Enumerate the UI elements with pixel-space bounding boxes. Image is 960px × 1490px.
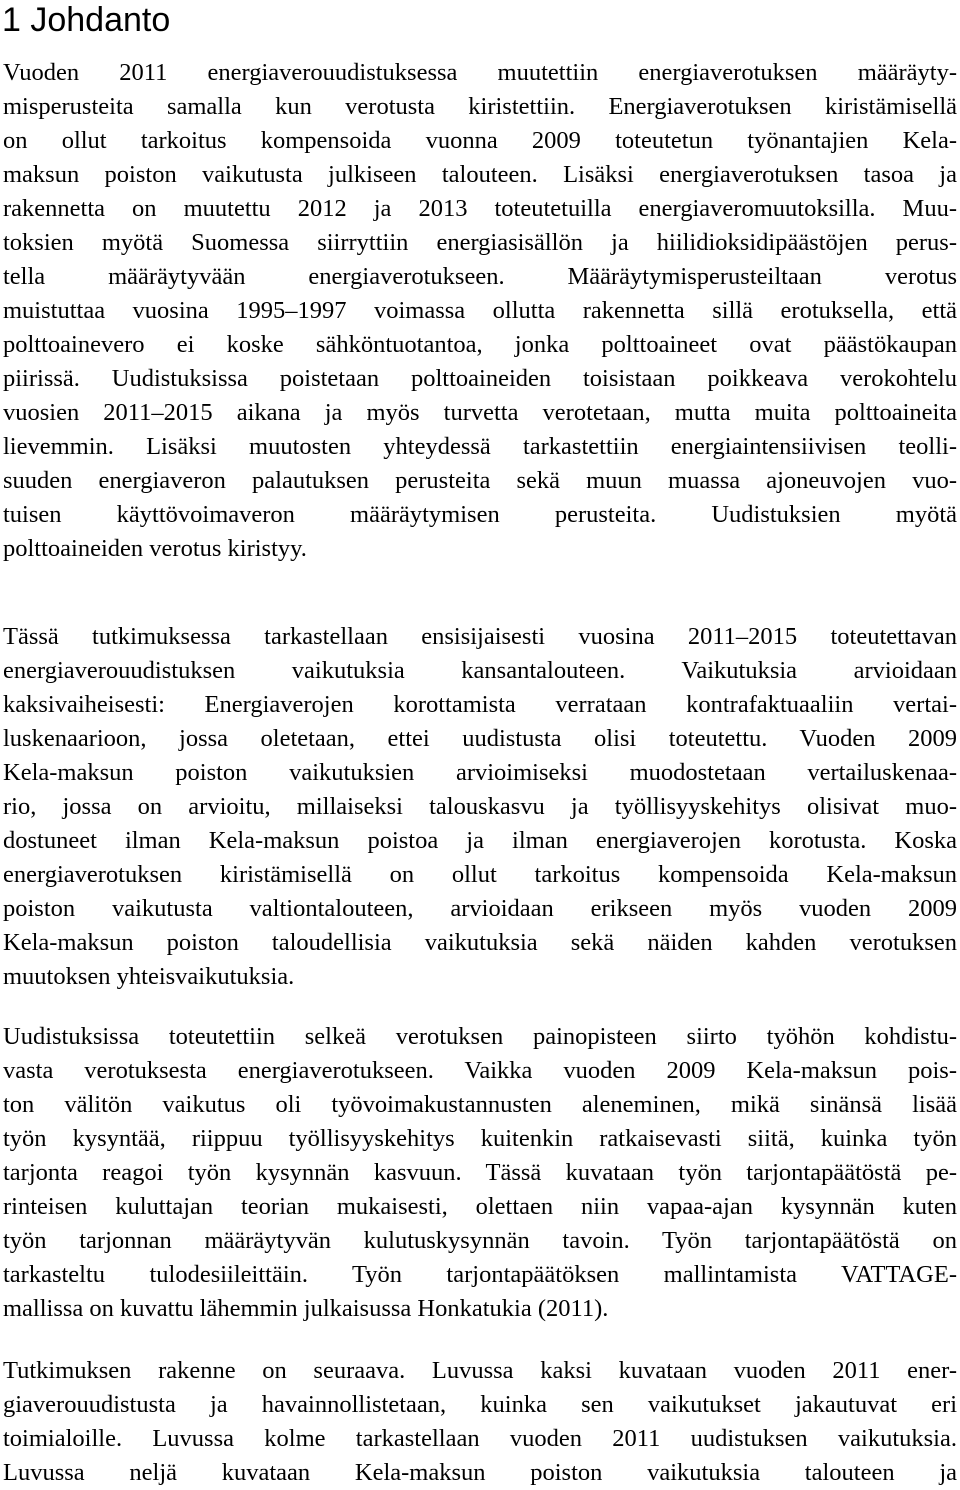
text-line: piirissä. Uudistuksissa poistetaan polttoaineiden toisistaan poikkeava verokohtelu bbox=[3, 365, 957, 392]
text-line: Tässä tutkimuksessa tarkastellaan ensisijaisesti vuosina 2011–2015 toteutettavan bbox=[3, 623, 957, 650]
section-heading: 1 Johdanto bbox=[2, 1, 171, 39]
text-line: lievemmin. Lisäksi muutosten yhteydessä tarkastettiin energiaintensiivisen teolli- bbox=[3, 433, 957, 460]
text-line: tella määräytyvään energiaverotukseen. Määräytymisperusteiltaan verotus bbox=[3, 263, 957, 290]
text-line: energiaverouudistuksen vaikutuksia kansantalouteen. Vaikutuksia arvioidaan bbox=[3, 657, 957, 684]
text-line: vuosien 2011–2015 aikana ja myös turvetta verotetaan, mutta muita polttoaineita bbox=[3, 399, 957, 426]
paragraph-study-scope bbox=[3, 620, 957, 994]
text-line: polttoainevero ei koske sähköntuotantoa, jonka polttoaineet ovat päästökaupan bbox=[3, 331, 957, 358]
text-line: rinteisen kuluttajan teorian mukaisesti, olettaen niin vapaa-ajan kysynnän kuten bbox=[3, 1193, 957, 1220]
text-line: Tutkimuksen rakenne on seuraava. Luvussa kaksi kuvataan vuoden 2011 ener- bbox=[3, 1357, 957, 1384]
text-line: energiaverotuksen kiristämisellä on ollut tarkoitus kompensoida Kela-maksun bbox=[3, 861, 957, 888]
text-line: kaksivaiheisesti: Energiaverojen korottamista verrataan kontrafaktuaaliin vertai- bbox=[3, 691, 957, 718]
text-line: polttoaineiden verotus kiristyy. bbox=[3, 535, 307, 562]
paragraph-labour-supply bbox=[3, 1020, 957, 1326]
text-line: Kela-maksun poiston taloudellisia vaikutuksia sekä näiden kahden verotuksen bbox=[3, 929, 957, 956]
text-line: maksun poiston vaikutusta julkiseen talouteen. Lisäksi energiaverotuksen tasoa ja bbox=[3, 161, 957, 188]
text-line: giaverouudistusta ja havainnollistetaan, kuinka sen vaikutukset jakautuvat eri bbox=[3, 1391, 957, 1418]
text-line: dostuneet ilman Kela-maksun poistoa ja ilman energiaverojen korotusta. Koska bbox=[3, 827, 957, 854]
text-line: Vuoden 2011 energiaverouudistuksessa muutettiin energiaverotuksen määräyty- bbox=[3, 59, 957, 86]
text-line: työn kysyntää, riippuu työllisyyskehitys kuitenkin ratkaisevasti siitä, kuinka työn bbox=[3, 1125, 957, 1152]
text-line: Uudistuksissa toteutettiin selkeä verotuksen painopisteen siirto työhön kohdistu- bbox=[3, 1023, 957, 1050]
text-line: toksien myötä Suomessa siirryttiin energiasisällön ja hiilidioksidipäästöjen perus- bbox=[3, 229, 957, 256]
text-line: rakennetta on muutettu 2012 ja 2013 toteutetuilla energiaveromuutoksilla. Muu- bbox=[3, 195, 957, 222]
text-line: ton välitön vaikutus oli työvoimakustannusten aleneminen, mikä sinänsä lisää bbox=[3, 1091, 957, 1118]
text-line: suuden energiaveron palautuksen perusteita sekä muun muassa ajoneuvojen vuo- bbox=[3, 467, 957, 494]
text-line: työn tarjonnan määräytyvän kulutuskysynnän tavoin. Työn tarjontapäätöstä on bbox=[3, 1227, 957, 1254]
text-line: misperusteita samalla kun verotusta kiristettiin. Energiaverotuksen kiristämisellä bbox=[3, 93, 957, 120]
text-line: luskenaarioon, jossa oletetaan, ettei uudistusta olisi toteutettu. Vuoden 2009 bbox=[3, 725, 957, 752]
text-line: tarjonta reagoi työn kysynnän kasvuun. Tässä kuvataan työn tarjontapäätöstä pe- bbox=[3, 1159, 957, 1186]
text-line: muistuttaa vuosina 1995–1997 voimassa ollutta rakennetta sillä erotuksella, että bbox=[3, 297, 957, 324]
text-line: tuisen käyttövoimaveron määräytymisen perusteita. Uudistuksien myötä bbox=[3, 501, 957, 528]
text-line: tarkasteltu tulodesiileittäin. Työn tarjontapäätöksen mallintamista VATTAGE- bbox=[3, 1261, 957, 1288]
text-line: muutoksen yhteisvaikutuksia. bbox=[3, 963, 295, 990]
text-line: rio, jossa on arvioitu, millaiseksi talouskasvu ja työllisyyskehitys olisivat muo- bbox=[3, 793, 957, 820]
paragraph-intro bbox=[3, 56, 957, 566]
text-line: on ollut tarkoitus kompensoida vuonna 2009 toteutetun työnantajien Kela- bbox=[3, 127, 957, 154]
text-line: Luvussa neljä kuvataan Kela-maksun poiston vaikutuksia talouteen ja bbox=[3, 1459, 957, 1486]
text-line: poiston vaikutusta valtiontalouteen, arvioidaan erikseen myös vuoden 2009 bbox=[3, 895, 957, 922]
text-line: vasta verotuksesta energiaverotukseen. Vaikka vuoden 2009 Kela-maksun pois- bbox=[3, 1057, 957, 1084]
text-line: mallissa on kuvattu lähemmin julkaisussa Honkatukia (2011). bbox=[3, 1295, 609, 1322]
text-line: toimialoille. Luvussa kolme tarkastellaan vuoden 2011 uudistuksen vaikutuksia. bbox=[3, 1425, 957, 1452]
text-line: Kela-maksun poiston vaikutuksien arvioimiseksi muodostetaan vertailuskenaa- bbox=[3, 759, 957, 786]
paragraph-structure bbox=[3, 1354, 957, 1490]
